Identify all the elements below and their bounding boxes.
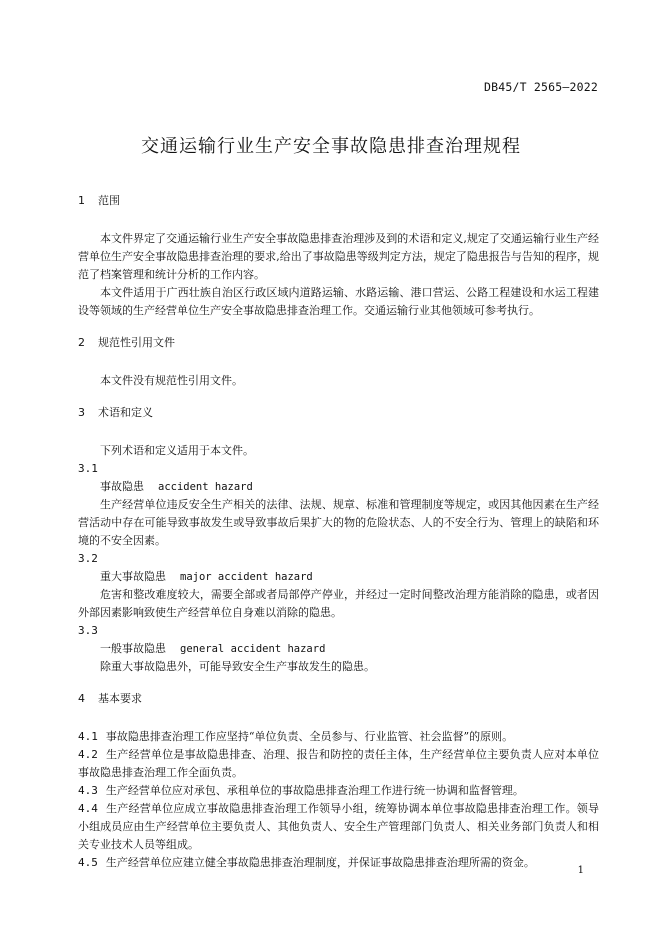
section-title: 规范性引用文件	[98, 336, 175, 349]
requirement-number: 4.2	[78, 748, 98, 761]
document-code: DB45/T 2565—2022	[484, 80, 598, 94]
requirement-number: 4.4	[78, 802, 98, 815]
term-definition: 生产经营单位违反安全生产相关的法律、法规、规章、标准和管理制度等规定，或因其他因素在生产经营活动中存在可能导致事故发生或导致事故后果扩大的物的危险状态、人的不安全行为、管理上的缺陷和环境的不安全因素。	[78, 498, 599, 547]
term-en: general accident hazard	[180, 643, 326, 655]
term-heading	[78, 568, 599, 586]
requirement-text: 生产经营单位应建立健全事故隐患排查治理制度，并保证事故隐患排查治理所需的资金。	[105, 856, 535, 869]
section-1-heading	[78, 192, 599, 210]
section-3-heading	[78, 404, 599, 422]
requirement-text: 生产经营单位应对承包、承租单位的事故隐患排查治理工作进行统一协调和监督管理。	[105, 784, 524, 797]
section-number: 4	[78, 692, 85, 705]
requirement-number: 4.3	[78, 784, 98, 797]
paragraph: 本文件适用于广西壮族自治区行政区域内道路运输、水路运输、港口营运、公路工程建设和水运工程建设等领域的生产经营单位生产安全事故隐患排查治理工作。交通运输行业其他领域可参考执行。	[78, 286, 599, 317]
requirement-text: 生产经营单位应成立事故隐患排查治理工作领导小组，统筹协调本单位事故隐患排查治理工作。领导小组成员应由生产经营单位主要负责人、其他负责人、安全生产管理部门负责人、相关业务部门负责人和相关专业技术人员等组成。	[78, 802, 599, 851]
section-number: 3	[78, 406, 85, 419]
section-title: 术语和定义	[98, 406, 153, 419]
section-title: 基本要求	[98, 692, 142, 705]
requirement-number: 4.1	[78, 730, 98, 743]
term-cn: 重大事故隐患	[100, 570, 166, 583]
page-title: 交通运输行业生产安全事故隐患排查治理规程	[141, 136, 521, 157]
section-number: 1	[78, 194, 85, 207]
document-body	[78, 192, 599, 872]
requirement-item	[78, 746, 599, 782]
requirement-item	[78, 800, 599, 854]
term-cn: 一般事故隐患	[100, 642, 166, 655]
term-en: major accident hazard	[180, 571, 313, 583]
requirement-item	[78, 854, 599, 872]
requirement-number: 4.5	[78, 856, 98, 869]
term-number: 3.3	[78, 624, 98, 637]
term-heading	[78, 640, 599, 658]
term-number: 3.1	[78, 462, 98, 475]
section-2-heading	[78, 334, 599, 352]
section-4-heading	[78, 690, 599, 708]
paragraph: 下列术语和定义适用于本文件。	[100, 444, 254, 457]
term-definition: 危害和整改难度较大，需要全部或者局部停产停业，并经过一定时间整改治理方能消除的隐患，或者因外部因素影响致使生产经营单位自身难以消除的隐患。	[78, 588, 599, 619]
requirement-item	[78, 782, 599, 800]
requirement-text: 生产经营单位是事故隐患排查、治理、报告和防控的责任主体，生产经营单位主要负责人应对本单位事故隐患排查治理工作全面负责。	[78, 748, 599, 779]
paragraph: 本文件界定了交通运输行业生产安全事故隐患排查治理涉及到的术语和定义,规定了交通运输行业生产经营单位生产安全事故隐患排查治理的要求,给出了事故隐患等级判定方法，规定了隐患报告与告知的程序，规范了档案管理和统计分析的工作内容。	[78, 232, 599, 281]
term-heading	[78, 478, 599, 496]
section-number: 2	[78, 336, 85, 349]
term-definition: 除重大事故隐患外，可能导致安全生产事故发生的隐患。	[100, 660, 375, 673]
requirement-item	[78, 728, 599, 746]
paragraph: 本文件没有规范性引用文件。	[100, 374, 243, 387]
term-number: 3.2	[78, 552, 98, 565]
term-en: accident hazard	[158, 481, 253, 493]
page-number: 1	[577, 865, 584, 876]
requirement-text: 事故隐患排查治理工作应坚持“单位负责、全员参与、行业监管、社会监督”的原则。	[105, 730, 514, 743]
term-cn: 事故隐患	[100, 480, 144, 493]
section-title: 范围	[98, 194, 120, 207]
